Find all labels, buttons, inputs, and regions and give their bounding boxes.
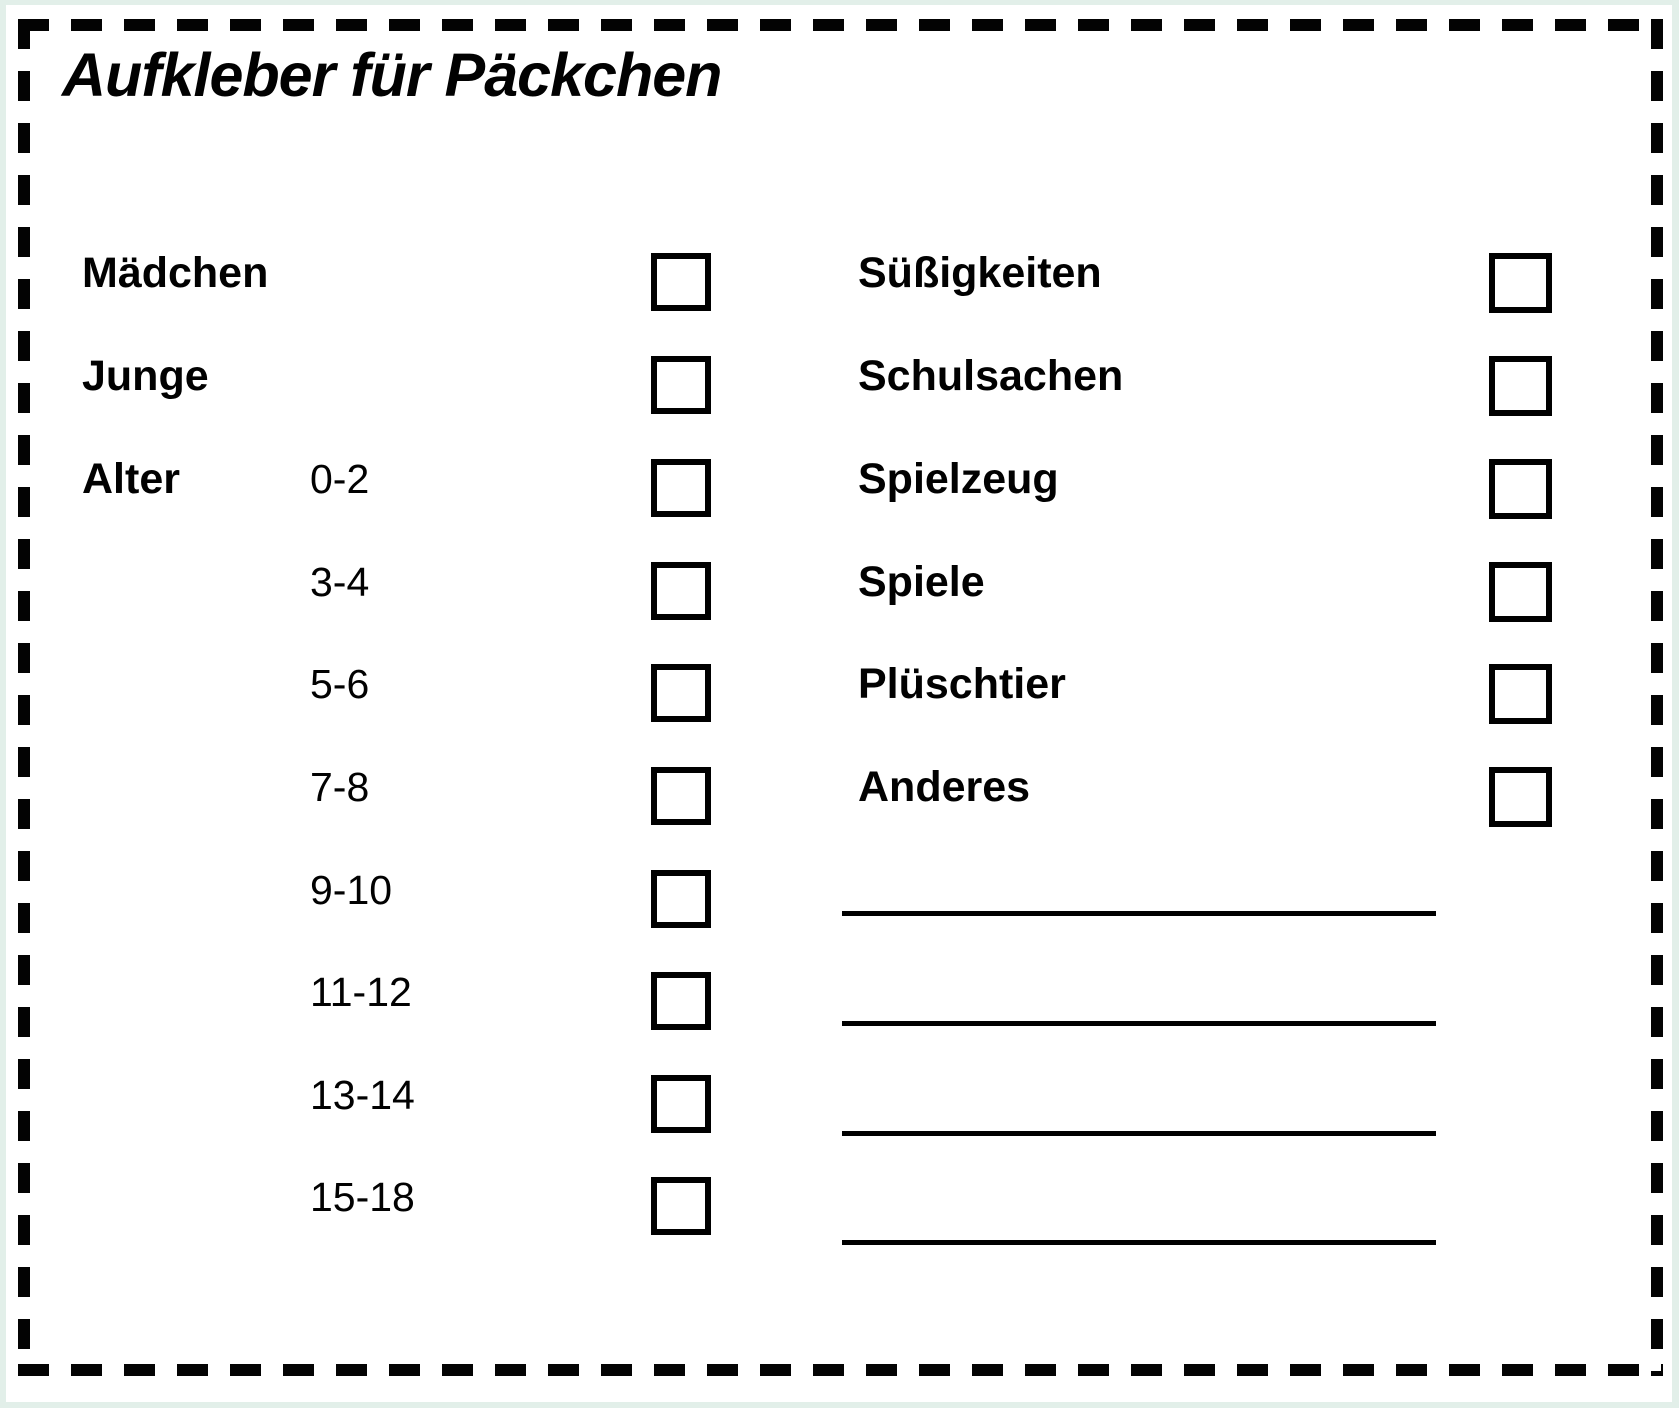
gender-label-maedchen: Mädchen — [82, 249, 269, 297]
checkbox-maedchen[interactable] — [651, 253, 711, 311]
label-paper — [6, 5, 1672, 1402]
age-label-5-6: 5-6 — [310, 661, 370, 707]
age-label-13-14: 13-14 — [310, 1072, 415, 1118]
dashed-border-top — [18, 19, 1663, 31]
checkbox-age-9-10[interactable] — [651, 870, 711, 928]
checkbox-age-11-12[interactable] — [651, 972, 711, 1030]
write-in-line-1[interactable] — [842, 911, 1436, 916]
category-label-schulsachen: Schulsachen — [858, 352, 1124, 400]
write-in-line-4[interactable] — [842, 1240, 1436, 1245]
age-label-15-18: 15-18 — [310, 1174, 415, 1220]
checkbox-schulsachen[interactable] — [1489, 356, 1552, 416]
checkbox-suessigkeiten[interactable] — [1489, 253, 1552, 313]
checkbox-age-7-8[interactable] — [651, 767, 711, 825]
page-title: Aufkleber für Päckchen — [62, 41, 722, 109]
checkbox-pluschtier[interactable] — [1489, 664, 1552, 724]
age-label-7-8: 7-8 — [310, 764, 370, 810]
category-label-spielzeug: Spielzeug — [858, 455, 1059, 503]
age-label-11-12: 11-12 — [310, 969, 412, 1015]
dashed-border-left — [18, 19, 30, 1376]
category-label-spiele: Spiele — [858, 558, 985, 606]
checkbox-age-0-2[interactable] — [651, 459, 711, 517]
checkbox-age-3-4[interactable] — [651, 562, 711, 620]
age-section-label: Alter — [82, 455, 180, 503]
category-label-suessigkeiten: Süßigkeiten — [858, 249, 1102, 297]
dashed-border-bottom — [18, 1364, 1663, 1376]
checkbox-age-15-18[interactable] — [651, 1177, 711, 1235]
age-label-3-4: 3-4 — [310, 559, 370, 605]
checkbox-age-5-6[interactable] — [651, 664, 711, 722]
age-label-9-10: 9-10 — [310, 867, 393, 913]
category-label-anderes: Anderes — [858, 763, 1031, 811]
checkbox-junge[interactable] — [651, 356, 711, 414]
write-in-line-2[interactable] — [842, 1021, 1436, 1026]
checkbox-anderes[interactable] — [1489, 767, 1552, 827]
checkbox-spielzeug[interactable] — [1489, 459, 1552, 519]
checkbox-age-13-14[interactable] — [651, 1075, 711, 1133]
write-in-line-3[interactable] — [842, 1131, 1436, 1136]
checkbox-spiele[interactable] — [1489, 562, 1552, 622]
age-label-0-2: 0-2 — [310, 456, 370, 502]
gender-label-junge: Junge — [82, 352, 209, 400]
category-label-pluschtier: Plüschtier — [858, 660, 1066, 708]
dashed-border-right — [1651, 19, 1663, 1376]
